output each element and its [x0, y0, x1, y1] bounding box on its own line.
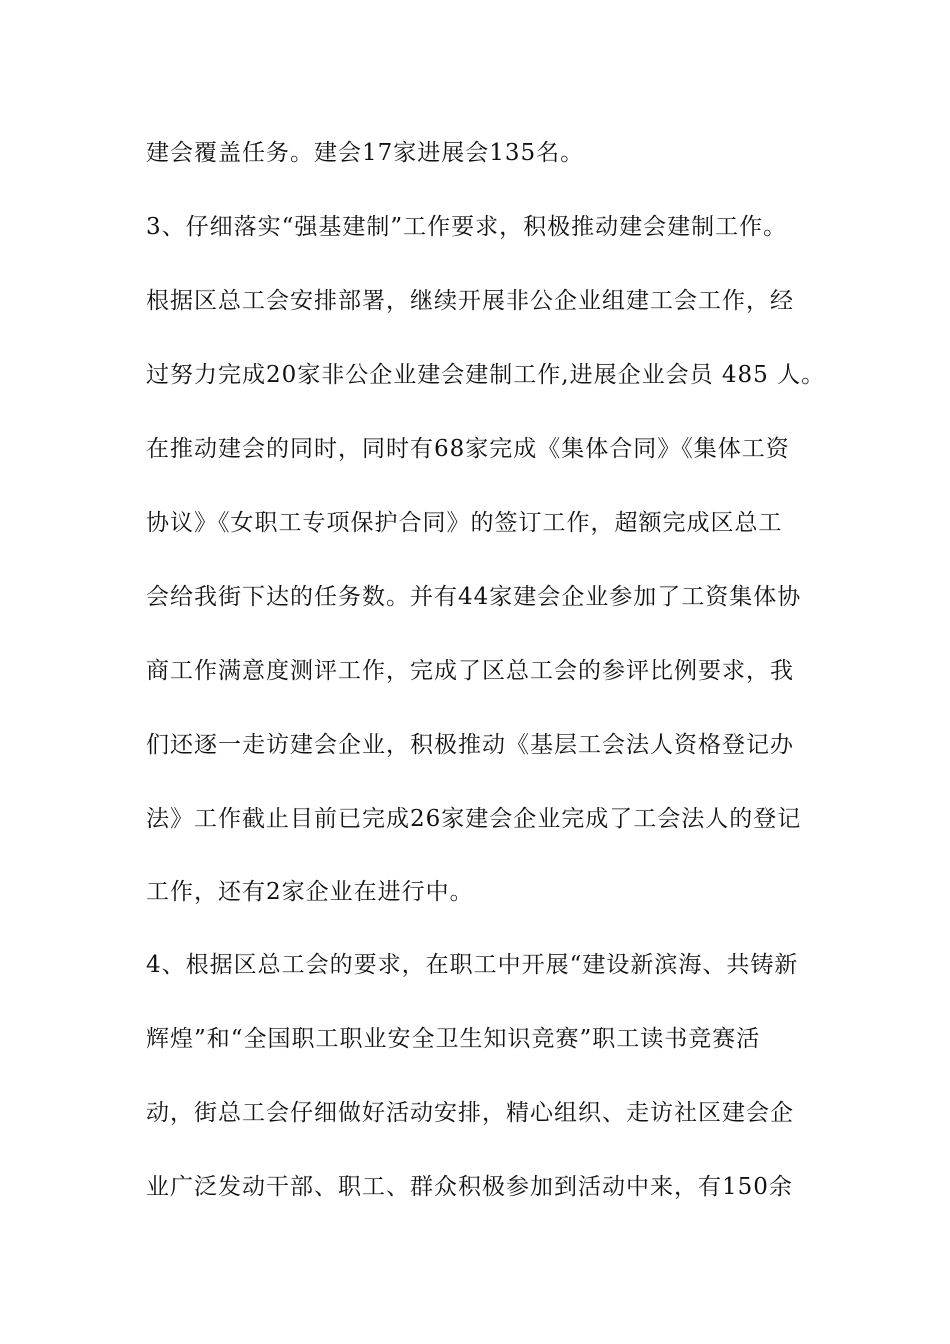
paragraph-line: 建会覆盖任务。建会17家进展会135名。 [146, 140, 585, 166]
paragraph-line: 商工作满意度测评工作，完成了区总工会的参评比例要求，我 [146, 658, 794, 684]
paragraph-line: 法》工作截止目前已完成26家建会企业完成了工会法人的登记 [146, 806, 802, 832]
paragraph-line: 在推动建会的同时，同时有68家完成《集体合同》《集体工资 [146, 436, 790, 462]
paragraph-line: 协议》《女职工专项保护合同》的签订工作，超额完成区总工 [146, 510, 783, 536]
paragraph-line: 4、根据区总工会的要求，在职工中开展“建设新滨海、共铸新 [146, 952, 799, 978]
paragraph-line: 3、仔细落实“强基建制”工作要求，积极推动建会建制工作。 [146, 214, 788, 240]
paragraph-line: 会给我街下达的任务数。并有44家建会企业参加了工资集体协 [146, 584, 802, 610]
paragraph-line: 动，街总工会仔细做好活动安排，精心组织、走访社区建会企 [146, 1100, 794, 1126]
paragraph-line: 过努力完成20家非公企业建会建制工作,进展企业会员 485 人。 [146, 362, 826, 388]
paragraph-line: 工作，还有2家企业在进行中。 [146, 879, 474, 905]
paragraph-line: 辉煌”和“全国职工职业安全卫生知识竞赛”职工读书竞赛活 [146, 1026, 761, 1052]
paragraph-line: 根据区总工会安排部署，继续开展非公企业组建工会工作，经 [146, 288, 794, 314]
paragraph-line: 们还逐一走访建会企业，积极推动《基层工会法人资格登记办 [146, 732, 794, 758]
paragraph-line: 业广泛发动干部、职工、群众积极参加到活动中来，有150余 [146, 1174, 793, 1200]
